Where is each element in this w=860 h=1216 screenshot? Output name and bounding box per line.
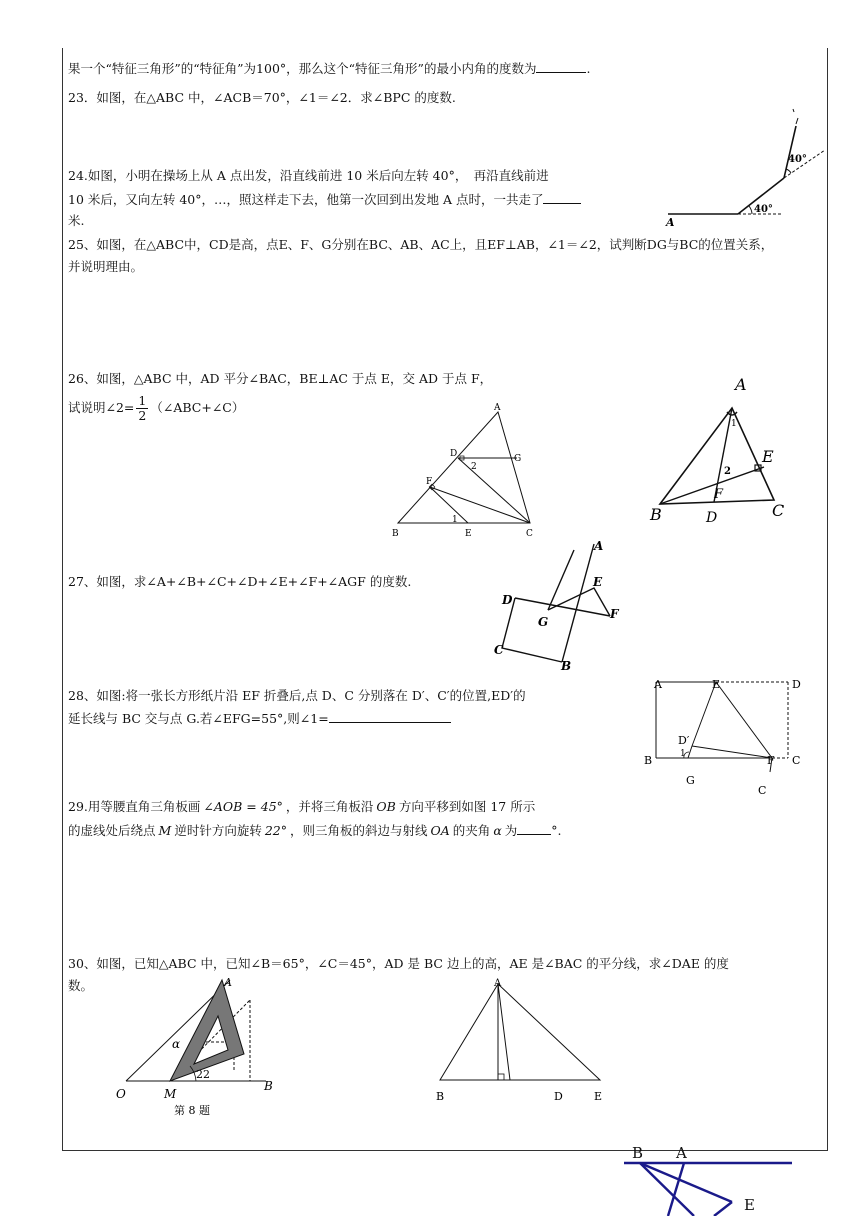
q25-figure [390, 400, 540, 540]
q28-label-c: C [792, 754, 801, 767]
q30-line1: 30、如图，已知△ABC 中，已知∠B＝65°，∠C＝45°，AD 是 BC 边上的高，AE 是∠BAC 的平分线，求∠DAE 的度 [68, 956, 729, 971]
q25-label-f: F [426, 477, 433, 487]
q24-point-a: A [666, 216, 675, 229]
q28-label-dprime: D′ [678, 734, 690, 747]
q25-angle-1: 1 [452, 515, 458, 525]
q29-label-22: 22 [196, 1068, 210, 1081]
q27-label-a: A [594, 539, 604, 553]
q25-label-c: C [526, 529, 533, 539]
q28-line2: 延长线与 BC 交与点 G.若∠EFG=55°,则∠1= [68, 710, 451, 727]
bottom-figure [610, 1138, 800, 1216]
q26-angle-1: 1 [731, 419, 737, 429]
q30-figure [430, 976, 610, 1104]
q25-label-a: A [494, 403, 501, 413]
q28-label-cprime: C [758, 784, 767, 797]
q28-angle-1: 1 [680, 749, 686, 759]
q29-label-alpha: α [172, 1037, 181, 1051]
bottom-label-a: A [676, 1144, 687, 1162]
q27-text: 27、如图，求∠A+∠B+∠C+∠D+∠E+∠F+∠AGF 的度数. [68, 574, 412, 589]
q26-angle-2: 2 [724, 466, 731, 477]
q27-label-g: G [538, 615, 549, 629]
q28-label-e: E [712, 678, 721, 691]
q27-label-f: F [610, 607, 619, 621]
q25-label-b: B [392, 529, 399, 539]
q26-label-c: C [772, 501, 785, 520]
q30-line2: 数。 [68, 978, 94, 993]
q29-line2: 的虚线处后绕点 M 逆时针方向旋转 22° ，则三角板的斜边与射线 OA 的夹角 α 为 °. [68, 823, 562, 838]
q28-label-b: B [644, 754, 653, 767]
q27-label-d: D [502, 593, 513, 607]
q27-label-c: C [494, 643, 504, 657]
q24-angle1-label: 40° [754, 204, 773, 215]
q26-fraction: $\frac{1}{2}$ [138, 393, 147, 423]
bottom-label-b: B [632, 1144, 644, 1162]
q24-figure [660, 104, 830, 228]
q28-line1: 28、如图:将一张长方形纸片沿 EF 折叠后,点 D、C 分别落在 D′、C′的位置,ED′的 [68, 688, 526, 703]
q28-figure [640, 672, 810, 800]
q29-figure [110, 976, 290, 1122]
q30-label-b: B [436, 1090, 445, 1103]
q28-label-f: F [767, 754, 775, 767]
q26-label-b: B [650, 505, 662, 524]
q30-label-d: D [554, 1090, 563, 1103]
q25-label-d: D [450, 449, 458, 459]
q29-caption: 第 8 题 [174, 1104, 210, 1117]
q26-line1: 26、如图，△ABC 中，AD 平分∠BAC，BE⊥AC 于点 E，交 AD 于点 F， [68, 371, 493, 386]
q25-line1: 25、如图，在△ABC中，CD是高，点E、F、G分别在BC、AB、AC上，且EF⊥AB，∠1＝∠2，试判断DG与BC的位置关系， [68, 237, 774, 252]
q26-label-d: D [706, 510, 718, 526]
bottom-label-e: E [744, 1196, 755, 1214]
q26-line2: 试说明∠2= $\frac{1}{2}$ （∠ABC+∠C） [68, 393, 245, 423]
q25-line2: 并说明理由。 [68, 259, 144, 274]
q25-angle-2: 2 [471, 462, 477, 472]
q22-line: 果一个“特征三角形”的“特征角”为100°，那么这个“特征三角形”的最小内角的度数为 . [68, 61, 591, 76]
q29-label-o: O [116, 1087, 126, 1101]
q29-line1: 29.用等腰直角三角板画 ∠AOB = 45° ，并将三角板沿 OB 方向平移到如图 17 所示 [68, 799, 536, 814]
q27-figure [492, 536, 632, 672]
q28-label-a: A [654, 678, 662, 691]
q24-line2: 10 米后，又向左转 40°，…，照这样走下去，他第一次回到出发地 A 点时，一共走了 [68, 191, 581, 208]
q30-label-a: A [494, 978, 502, 989]
q26-label-f: F [714, 487, 724, 502]
q29-label-b: B [264, 1079, 273, 1093]
q23-text: 23．如图，在△ABC 中，∠ACB＝70°，∠1＝∠2．求∠BPC 的度数. [68, 90, 456, 105]
q26-label-e: E [762, 447, 774, 466]
q25-label-g: G [514, 454, 522, 464]
q26-label-a: A [735, 375, 747, 394]
q25-label-e: E [465, 529, 472, 539]
q24-line3: 米. [68, 213, 85, 228]
q29-label-a: A [224, 976, 232, 989]
q29-label-m: M [164, 1087, 177, 1101]
q27-label-b: B [561, 659, 572, 673]
q28-label-g: G [686, 774, 695, 787]
q24-line1: 24.如图，小明在操场上从 A 点出发，沿直线前进 10 米后向左转 40°， 再沿直线前进 [68, 168, 549, 183]
q30-label-e: E [594, 1090, 603, 1103]
q26-figure [636, 370, 796, 530]
q28-label-d: D [792, 678, 801, 691]
q24-angle2-label: 40° [788, 154, 807, 165]
q27-label-e: E [593, 575, 603, 589]
